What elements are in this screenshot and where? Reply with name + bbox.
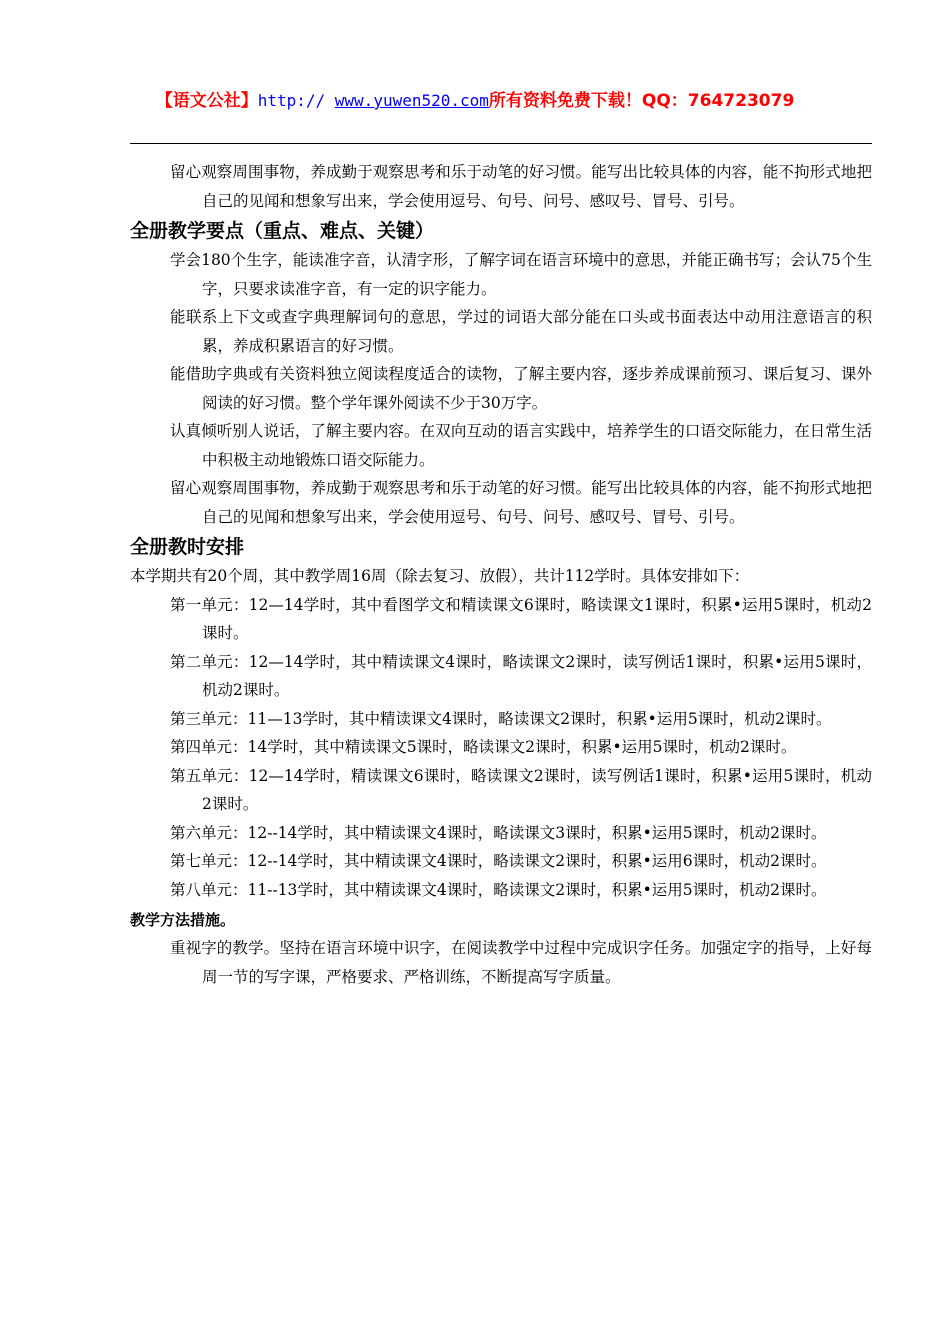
document-body	[130, 158, 872, 991]
method-item: 重视字的教学。坚持在语言环境中识字，在阅读教学中过程中完成识字任务。加强定字的指导，上好每周一节的写字课，严格要求、严格训练，不断提高写字质量。	[170, 939, 872, 986]
header-slogan: 所有资料免费下载！	[488, 91, 642, 111]
methods-heading: 教学方法措施。	[130, 911, 236, 929]
key-point-item: 认真倾听别人说话，了解主要内容。在双向互动的语言实践中，培养学生的口语交际能力，在日常生活中积极主动地锻炼口语交际能力。	[170, 422, 872, 469]
header-brand: 【语文公社】	[155, 91, 258, 111]
schedule-unit: 第八单元：11--13学时，其中精读课文4课时，略读课文2课时，积累•运用5课时，机动2课时。	[170, 880, 827, 899]
key-point-item: 留心观察周围事物，养成勤于观察思考和乐于动笔的好习惯。能写出比较具体的内容，能不拘形式地把自己的见闻和想象写出来，学会使用逗号、句号、问号、感叹号、冒号、引号。	[170, 479, 872, 526]
header-url-prefix: http://	[257, 91, 335, 110]
header-qq: QQ：764723079	[641, 91, 795, 111]
schedule-unit: 第三单元：11—13学时，其中精读课文4课时，略读课文2课时，积累•运用5课时，机动2课时。	[170, 709, 832, 728]
schedule-unit: 第五单元：12—14学时，精读课文6课时，略读课文2课时，读写例话1课时，积累•运用5课时，机动2课时。	[170, 766, 872, 813]
schedule-unit: 第一单元：12—14学时，其中看图学文和精读课文6课时，略读课文1课时，积累•运用5课时，机动2课时。	[170, 595, 872, 642]
key-point-item: 能借助字典或有关资料独立阅读程度适合的读物，了解主要内容，逐步养成课前预习、课后复习、课外阅读的好习惯。整个学年课外阅读不少于30万字。	[170, 365, 872, 412]
page-header	[0, 86, 950, 111]
key-points-heading: 全册教学要点（重点、难点、关键）	[130, 220, 435, 242]
top-paragraph: 留心观察周围事物，养成勤于观察思考和乐于动笔的好习惯。能写出比较具体的内容，能不拘形式地把自己的见闻和想象写出来，学会使用逗号、句号、问号、感叹号、冒号、引号。	[170, 163, 872, 210]
key-point-item: 学会180个生字，能读准字音，认清字形，了解字词在语言环境中的意思，并能正确书写；会认75个生字，只要求读准字音，有一定的识字能力。	[170, 251, 872, 298]
schedule-intro: 本学期共有20个周，其中教学周16周（除去复习、放假），共计112学时。具体安排如下：	[130, 567, 750, 585]
schedule-unit: 第七单元：12--14学时，其中精读课文4课时，略读课文2课时，积累•运用6课时，机动2课时。	[170, 852, 827, 870]
schedule-unit: 第四单元：14学时，其中精读课文5课时，略读课文2课时，积累•运用5课时，机动2课时。	[170, 738, 797, 756]
schedule-unit: 第六单元：12--14学时，其中精读课文4课时，略读课文3课时，积累•运用5课时，机动2课时。	[170, 823, 827, 842]
key-point-item: 能联系上下文或查字典理解词句的意思，学过的词语大部分能在口头或书面表达中动用注意语言的积累，养成积累语言的好习惯。	[170, 308, 872, 355]
schedule-unit: 第二单元：12—14学时，其中精读课文4课时，略读课文2课时，读写例话1课时，积累•运用5课时，机动2课时。	[170, 652, 872, 699]
header-url-link[interactable]: www.yuwen520.com	[334, 91, 489, 110]
schedule-heading: 全册教时安排	[130, 536, 245, 558]
header-divider	[130, 143, 872, 144]
